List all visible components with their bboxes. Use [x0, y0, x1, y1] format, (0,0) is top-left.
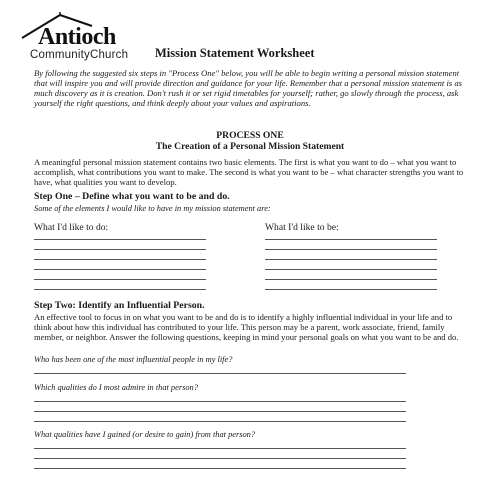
question-answer-line[interactable]	[34, 448, 406, 449]
be-answer-line[interactable]	[265, 259, 437, 260]
page-title: Mission Statement Worksheet	[155, 46, 315, 60]
process-description: A meaningful personal mission statement contains two basic elements. The first is what you want to do – what you want to accomplish, what contributions you want to make. The second is what you want to be – what character strengths you want to have, what qualities you want to develop.	[34, 157, 464, 187]
do-answer-line[interactable]	[34, 269, 206, 270]
do-answer-line[interactable]	[34, 249, 206, 250]
church-logo	[20, 12, 150, 62]
do-answer-line[interactable]	[34, 289, 206, 290]
logo-subtitle: CommunityChurch	[30, 49, 129, 61]
question-answer-line[interactable]	[34, 401, 406, 402]
step-two-heading: Step Two: Identify an Influential Person.	[34, 300, 205, 311]
be-answer-line[interactable]	[265, 289, 437, 290]
be-answer-line[interactable]	[265, 239, 437, 240]
do-answer-line[interactable]	[34, 239, 206, 240]
process-heading: PROCESS ONE	[216, 130, 284, 141]
question-answer-line[interactable]	[34, 421, 406, 422]
question-answer-line[interactable]	[34, 411, 406, 412]
question-admired-qualities: Which qualities do I most admire in that person?	[34, 383, 198, 392]
be-answer-line[interactable]	[265, 269, 437, 270]
question-answer-line[interactable]	[34, 373, 406, 374]
question-gained-qualities: What qualities have I gained (or desire to gain) from that person?	[34, 430, 256, 439]
question-answer-line[interactable]	[34, 458, 406, 459]
be-answer-line[interactable]	[265, 249, 437, 250]
do-answer-line[interactable]	[34, 279, 206, 280]
question-answer-line[interactable]	[34, 468, 406, 469]
do-column-label: What I'd like to do:	[34, 222, 109, 233]
question-influential-person: Who has been one of the most influential people in my life?	[34, 355, 233, 364]
be-column-label: What I'd like to be:	[265, 222, 339, 233]
process-subheading: The Creation of a Personal Mission Statement	[155, 141, 345, 152]
do-answer-line[interactable]	[34, 259, 206, 260]
be-answer-line[interactable]	[265, 279, 437, 280]
logo-name: Antioch	[38, 24, 116, 50]
intro-paragraph: By following the suggested six steps in "Process One" below, you will be able to begin writing a personal mission statement that will inspire you and will provide direction and guidance for your life. Remember that a personal mission statement is as much discovery as it is creation. Don't rush it or set rigid timetables for yourself; rather, go slowly through the process, ask yourself the right questions, and think deeply about your values and aspirations.	[34, 68, 462, 108]
step-one-heading: Step One – Define what you want to be and do.	[34, 191, 230, 202]
step-two-description: An effective tool to focus in on what you want to be and do is to identify a highly influential individual in your life and to think about how this individual has contributed to your life. This person may be a parent, work associate, friend, family member, or neighbor. Answer the following questions, keeping in mind your personal goals on what you want to be and do.	[34, 312, 459, 342]
step-one-subtitle: Some of the elements I would like to have in my mission statement are:	[34, 204, 271, 213]
